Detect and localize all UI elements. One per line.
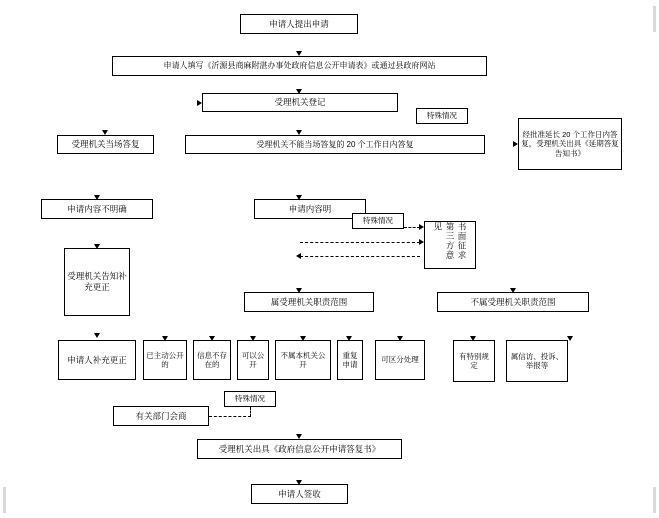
connector-n5-n7 xyxy=(0,61,29,62)
node-request-clear: 申请内容明 xyxy=(254,199,366,219)
arrowhead-special-to-third-party xyxy=(419,224,424,230)
node-reply-within-20-days: 受理机关不能当场答复的 20 个工作日内答复 xyxy=(185,135,485,154)
node-fill-application-form: 申请人填写《沂源县商麻附湛办事处政府信息公开申请表》或通过县政府网站 xyxy=(112,56,487,76)
node-notify-supplement-correction: 受理机关告知补充更正 xyxy=(64,248,130,316)
connector-n12-n15 xyxy=(0,246,1,264)
dashed-connector-consultation xyxy=(209,416,251,417)
bus-n9-to-n14 xyxy=(0,229,215,230)
dashed-connector-clear-to-third-party xyxy=(300,242,420,243)
page-edge-mark-bottom-right xyxy=(653,487,656,513)
node-separable-handling: 可区分处理 xyxy=(375,340,425,380)
node-repeat-request: 重复申请 xyxy=(337,340,363,380)
dashed-connector-special-lower xyxy=(250,407,251,417)
node-request-unclear: 申请内容不明确 xyxy=(41,199,153,219)
connector-bus2-n9 xyxy=(0,105,1,133)
connector-n3-bus xyxy=(0,32,1,42)
node-special-case-middle: 特殊情况 xyxy=(352,213,404,229)
node-already-public: 已主动公开的 xyxy=(143,340,187,380)
node-not-this-agency: 不属本机关公开 xyxy=(275,340,331,380)
connector-bus-n14 xyxy=(0,230,1,246)
node-applicant-submit-request: 申请人提出申请 xyxy=(240,14,358,34)
connector-bus2-n8 xyxy=(0,77,1,105)
node-petition-complaint-report: 属信访、投诉、举报等 xyxy=(506,340,568,382)
arrowhead-third-party-return xyxy=(296,253,301,259)
page-edge-mark-top-right xyxy=(653,6,656,32)
connector-bus-n5 xyxy=(0,52,1,61)
arrowhead-bus5-n26 xyxy=(296,434,302,439)
node-reply-on-spot: 受理机关当场答复 xyxy=(57,135,154,154)
dashed-connector-special-to-third-party xyxy=(404,227,420,228)
node-special-case-upper: 特殊情况 xyxy=(416,108,468,124)
arrowhead-clear-to-third-party xyxy=(419,239,424,245)
node-can-be-public: 可以公开 xyxy=(237,340,269,380)
node-info-not-exist: 信息不存在的 xyxy=(193,340,231,380)
node-agency-registration: 受理机关登记 xyxy=(202,93,398,112)
node-applicant-supplement-correction: 申请人补充更正 xyxy=(58,340,136,380)
node-special-case-lower: 特殊情况 xyxy=(224,391,276,407)
node-applicant-receipt: 申请人签收 xyxy=(251,484,348,504)
arrowhead-feedback-to-registration xyxy=(197,100,202,106)
feedback-line-vertical xyxy=(0,265,1,518)
bus-n5-horizontal xyxy=(0,76,203,77)
node-outside-agency-duty: 不属受理机关职责范围 xyxy=(437,292,589,312)
connector-n2-n3 xyxy=(0,18,1,32)
connector-n1-n2 xyxy=(0,0,1,18)
connector-n5-bus2 xyxy=(0,62,1,76)
connector-bus-n4 xyxy=(0,43,1,52)
dashed-connector-third-party-return xyxy=(300,256,420,257)
page-edge-mark-bottom-left xyxy=(3,487,6,513)
node-departments-consultation: 有关部门会商 xyxy=(113,406,209,426)
feedback-line-horizontal-left xyxy=(0,264,40,265)
bus-n3-horizontal xyxy=(0,42,194,43)
node-consult-third-party: 书面征求第三方意见 xyxy=(424,221,476,269)
node-special-regulation: 有特别规定 xyxy=(453,340,495,382)
connector-n9-n13 xyxy=(0,159,1,229)
connector-n8-n12 xyxy=(0,133,1,159)
node-issue-reply-document: 受理机关出具《政府信息公开申请答复书》 xyxy=(197,439,402,459)
arrowhead-n12-n15 xyxy=(94,333,100,338)
node-extended-reply-notice: 经批准延长 20 个工作日内答复，受理机关出具《延期答复告知书》 xyxy=(518,118,622,170)
node-within-agency-duty: 属受理机关职责范围 xyxy=(244,292,374,312)
